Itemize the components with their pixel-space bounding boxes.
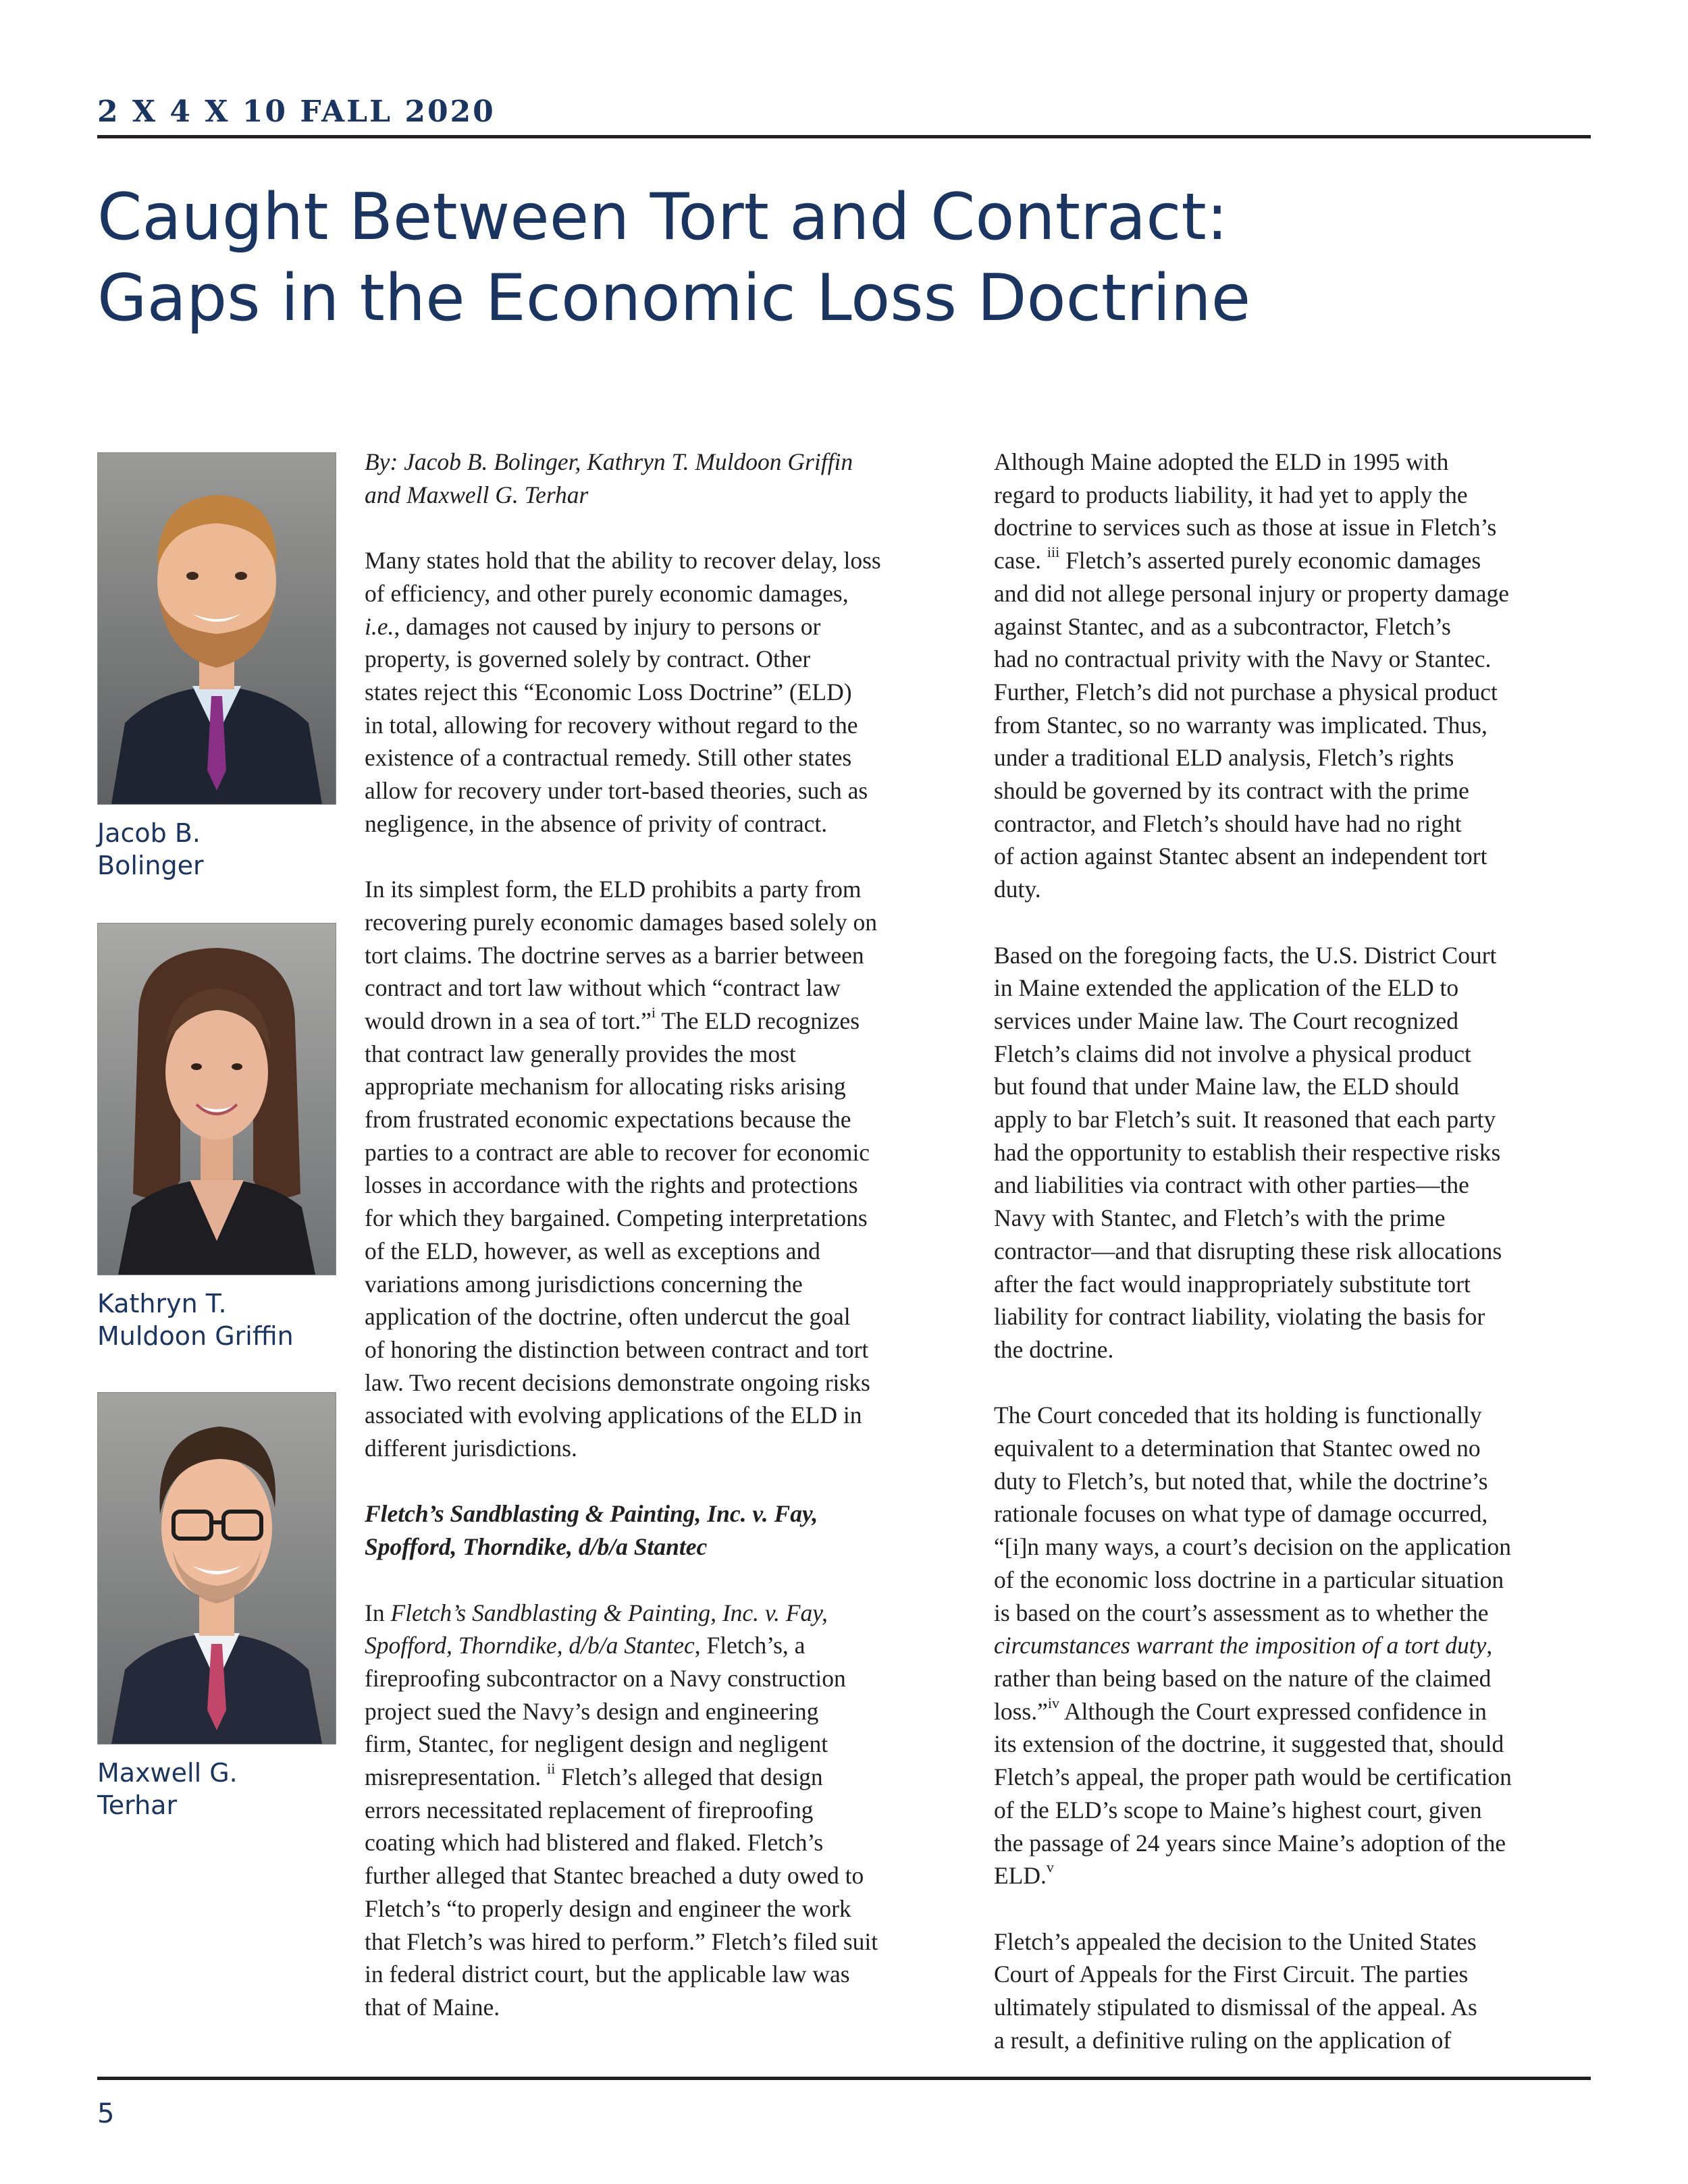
- text-line: contractor, and Fletch’s should have had no right: [994, 809, 1462, 837]
- author-name-line: Bolinger: [97, 851, 204, 880]
- text-line: [994, 1859, 1595, 1892]
- text-line: appropriate mechanism for allocating risks arising: [365, 1073, 846, 1100]
- text-line: and liabilities via contract with other parties—the: [994, 1171, 1469, 1199]
- text-line: duty.: [994, 876, 1041, 903]
- text-line: of action against Stantec absent an independent tort: [994, 843, 1487, 870]
- text-line: in Maine extended the application of the ELD to: [994, 974, 1459, 1002]
- text-line: in federal district court, but the applicable law was: [365, 1961, 850, 1988]
- text-line: contract and tort law without which “contract law: [365, 974, 841, 1002]
- case-name: Fletch’s Sandblasting & Painting, Inc. v. Fay,: [390, 1599, 828, 1626]
- text-line: negligence, in the absence of privity of contract.: [365, 809, 828, 837]
- text-line: errors necessitated replacement of fireproofing: [365, 1796, 814, 1823]
- text-line: equivalent to a determination that Stantec owed no: [994, 1435, 1481, 1462]
- text-line: project sued the Navy’s design and engineering: [365, 1697, 819, 1725]
- text-line: of the ELD, however, as well as exceptions and: [365, 1237, 820, 1264]
- paragraph-appeal: [994, 1925, 1595, 2057]
- text-line: different jurisdictions.: [365, 1435, 577, 1462]
- text-line: Navy with Stantec, and Fletch’s with the prime: [994, 1204, 1446, 1232]
- text-span: ELD.: [994, 1862, 1047, 1890]
- text-line: Fletch’s “to properly design and engineer the work: [365, 1894, 851, 1922]
- author-photo-maxwell-terhar: [97, 1392, 336, 1744]
- text-line: recovering purely economic damages based solely on: [365, 908, 878, 936]
- author-caption: [97, 1287, 354, 1352]
- text-line: had no contractual privity with the Navy or Stantec.: [994, 645, 1492, 673]
- author-caption: [97, 817, 354, 882]
- text-line: against Stantec, and as a subcontractor, Fletch’s: [994, 612, 1451, 640]
- text-line: Fletch’s appealed the decision to the United States: [994, 1927, 1477, 1955]
- author-name-line: Maxwell G.: [97, 1758, 238, 1788]
- text-line: under a traditional ELD analysis, Fletch’s rights: [994, 744, 1454, 772]
- text-line: [365, 610, 959, 643]
- author-name-line: Terhar: [97, 1790, 178, 1820]
- text-span: case.: [994, 547, 1047, 575]
- paragraph-maine-eld: [994, 446, 1595, 906]
- text-span: misrepresentation.: [365, 1763, 548, 1791]
- text-span: The ELD recognizes: [656, 1007, 860, 1034]
- text-line: parties to a contract are able to recover for economic: [365, 1138, 870, 1166]
- text-line: Many states hold that the ability to recover delay, loss: [365, 547, 881, 575]
- text-line: should be governed by its contract with the prime: [994, 777, 1469, 805]
- text-line: of honoring the distinction between contract and tort: [365, 1335, 869, 1363]
- footnote-ref: v: [1046, 1859, 1054, 1876]
- text-line: from Stantec, so no warranty was implicated. Thus,: [994, 711, 1487, 739]
- text-line: from frustrated economic expectations because the: [365, 1106, 851, 1134]
- article-column-left: [365, 446, 959, 2056]
- case-name: Spofford, Thorndike, d/b/a Stantec: [365, 1632, 695, 1659]
- text-span: , damages not caused by injury to persons or: [394, 612, 821, 640]
- text-span: Fletch’s alleged that design: [555, 1763, 823, 1791]
- footnote-ref: iii: [1047, 543, 1060, 561]
- footer-rule: [97, 2077, 1591, 2080]
- text-line: [994, 1629, 1595, 1662]
- text-line: coating which had blistered and flaked. Fletch’s: [365, 1829, 824, 1857]
- text-line: and did not allege personal injury or property damage: [994, 579, 1510, 607]
- text-line: property, is governed solely by contract. Other: [365, 645, 811, 673]
- author-photo-jacob-bolinger: [97, 452, 336, 805]
- text-line: [994, 544, 1595, 577]
- text-line: allow for recovery under tort-based theories, such as: [365, 777, 868, 805]
- text-line: in total, allowing for recovery without regard to the: [365, 711, 858, 739]
- byline-line: By: Jacob B. Bolinger, Kathryn T. Muldoon Griffin: [365, 448, 853, 475]
- text-line: that of Maine.: [365, 1993, 500, 2021]
- text-line: Fletch’s appeal, the proper path would be certification: [994, 1763, 1512, 1791]
- italic-text: circumstances warrant the imposition of a tort duty: [994, 1632, 1487, 1659]
- text-span: In: [365, 1599, 391, 1626]
- text-line: is based on the court’s assessment as to whether the: [994, 1599, 1489, 1626]
- text-span: loss.”: [994, 1697, 1048, 1725]
- footnote-ref: i: [651, 1004, 656, 1021]
- text-line: duty to Fletch’s, but noted that, while the doctrine’s: [994, 1467, 1488, 1495]
- footnote-ref: iv: [1047, 1694, 1059, 1711]
- text-line: [365, 1629, 959, 1662]
- header-rule: [97, 135, 1591, 138]
- text-line: the doctrine.: [994, 1335, 1114, 1363]
- text-span: would drown in a sea of tort.”: [365, 1007, 652, 1034]
- article-title: [97, 177, 1591, 339]
- text-line: for which they bargained. Competing interpretations: [365, 1204, 868, 1232]
- byline-line: and Maxwell G. Terhar: [365, 481, 589, 508]
- footnote-ref: ii: [547, 1760, 556, 1778]
- text-line: The Court conceded that its holding is functionally: [994, 1402, 1482, 1429]
- text-line: application of the doctrine, often undercut the goal: [365, 1303, 851, 1331]
- text-span: Fletch’s asserted purely economic damages: [1059, 547, 1481, 575]
- paragraph-intro: [365, 544, 959, 840]
- text-line: states reject this “Economic Loss Doctrine” (ELD): [365, 678, 852, 705]
- article-column-right: [994, 446, 1595, 2089]
- author-caption: [97, 1757, 354, 1821]
- text-line: apply to bar Fletch’s suit. It reasoned that each party: [994, 1106, 1496, 1134]
- title-line: Caught Between Tort and Contract:: [97, 180, 1228, 255]
- text-line: [994, 1695, 1595, 1728]
- text-line: regard to products liability, it had yet to apply the: [994, 481, 1468, 508]
- text-line: but found that under Maine law, the ELD should: [994, 1073, 1459, 1100]
- case-heading: [365, 1497, 959, 1563]
- text-line: of efficiency, and other purely economic damages,: [365, 579, 849, 607]
- text-line: a result, a definitive ruling on the application of: [994, 2026, 1452, 2054]
- text-span: Although the Court expressed confidence in: [1059, 1697, 1487, 1725]
- text-line: contractor—and that disrupting these risk allocations: [994, 1237, 1502, 1264]
- text-line: [365, 1761, 959, 1794]
- text-line: rather than being based on the nature of the claimed: [994, 1664, 1492, 1692]
- text-line: “[i]n many ways, a court’s decision on the application: [994, 1533, 1511, 1561]
- text-line: firm, Stantec, for negligent design and negligent: [365, 1730, 828, 1758]
- text-line: law. Two recent decisions demonstrate ongoing risks: [365, 1368, 870, 1396]
- text-line: Further, Fletch’s did not purchase a physical product: [994, 678, 1498, 705]
- byline: [365, 446, 959, 511]
- text-line: In its simplest form, the ELD prohibits a party from: [365, 876, 862, 903]
- text-line: Although Maine adopted the ELD in 1995 with: [994, 448, 1449, 475]
- paragraph-court-conceded: [994, 1399, 1595, 1892]
- paragraph-case-facts: [365, 1597, 959, 2024]
- text-line: [365, 1005, 959, 1038]
- title-line: Gaps in the Economic Loss Doctrine: [97, 261, 1251, 336]
- author-photo-kathryn-muldoon-griffin: [97, 923, 336, 1275]
- page-number: 5: [97, 2098, 115, 2129]
- text-line: Based on the foregoing facts, the U.S. District Court: [994, 941, 1497, 969]
- text-line: rationale focuses on what type of damage occurred,: [994, 1500, 1488, 1528]
- text-line: ultimately stipulated to dismissal of the appeal. As: [994, 1994, 1477, 2021]
- author-name-line: Jacob B.: [97, 818, 201, 848]
- text-line: Fletch’s claims did not involve a physical product: [994, 1040, 1471, 1067]
- text-line: that contract law generally provides the most: [365, 1040, 796, 1067]
- text-line: of the ELD’s scope to Maine’s highest court, given: [994, 1796, 1482, 1823]
- text-line: existence of a contractual remedy. Still other states: [365, 744, 852, 772]
- text-line: [365, 1597, 959, 1630]
- text-line: after the fact would inappropriately substitute tort: [994, 1270, 1471, 1298]
- text-line: had the opportunity to establish their respective risks: [994, 1138, 1501, 1166]
- text-line: doctrine to services such as those at issue in Fletch’s: [994, 514, 1497, 541]
- issue-label: 2 X 4 X 10 FALL 2020: [97, 95, 496, 129]
- text-line: that Fletch’s was hired to perform.” Fletch’s filed suit: [365, 1927, 878, 1955]
- text-span: , Fletch’s, a: [694, 1632, 806, 1659]
- text-line: liability for contract liability, violating the basis for: [994, 1303, 1485, 1331]
- text-line: its extension of the doctrine, it suggested that, should: [994, 1730, 1504, 1758]
- text-line: fireproofing subcontractor on a Navy construction: [365, 1664, 846, 1692]
- text-line: variations among jurisdictions concerning the: [365, 1270, 803, 1298]
- text-line: further alleged that Stantec breached a duty owed to: [365, 1862, 864, 1890]
- text-span: ,: [1486, 1632, 1493, 1659]
- text-line: tort claims. The doctrine serves as a barrier between: [365, 941, 864, 969]
- text-line: services under Maine law. The Court recognized: [994, 1007, 1459, 1034]
- italic-text: i.e.: [365, 612, 394, 640]
- heading-line: Fletch’s Sandblasting & Painting, Inc. v. Fay,: [365, 1500, 818, 1528]
- paragraph-district-court: [994, 939, 1595, 1366]
- author-name-line: Muldoon Griffin: [97, 1321, 294, 1351]
- author-name-line: Kathryn T.: [97, 1289, 227, 1319]
- text-line: Court of Appeals for the First Circuit. The parties: [994, 1961, 1469, 1988]
- text-line: losses in accordance with the rights and protections: [365, 1171, 858, 1199]
- text-line: of the economic loss doctrine in a particular situation: [994, 1566, 1504, 1593]
- text-line: the passage of 24 years since Maine’s adoption of the: [994, 1829, 1506, 1857]
- text-line: associated with evolving applications of the ELD in: [365, 1402, 862, 1429]
- heading-line: Spofford, Thorndike, d/b/a Stantec: [365, 1533, 708, 1561]
- paragraph-eld-definition: [365, 873, 959, 1465]
